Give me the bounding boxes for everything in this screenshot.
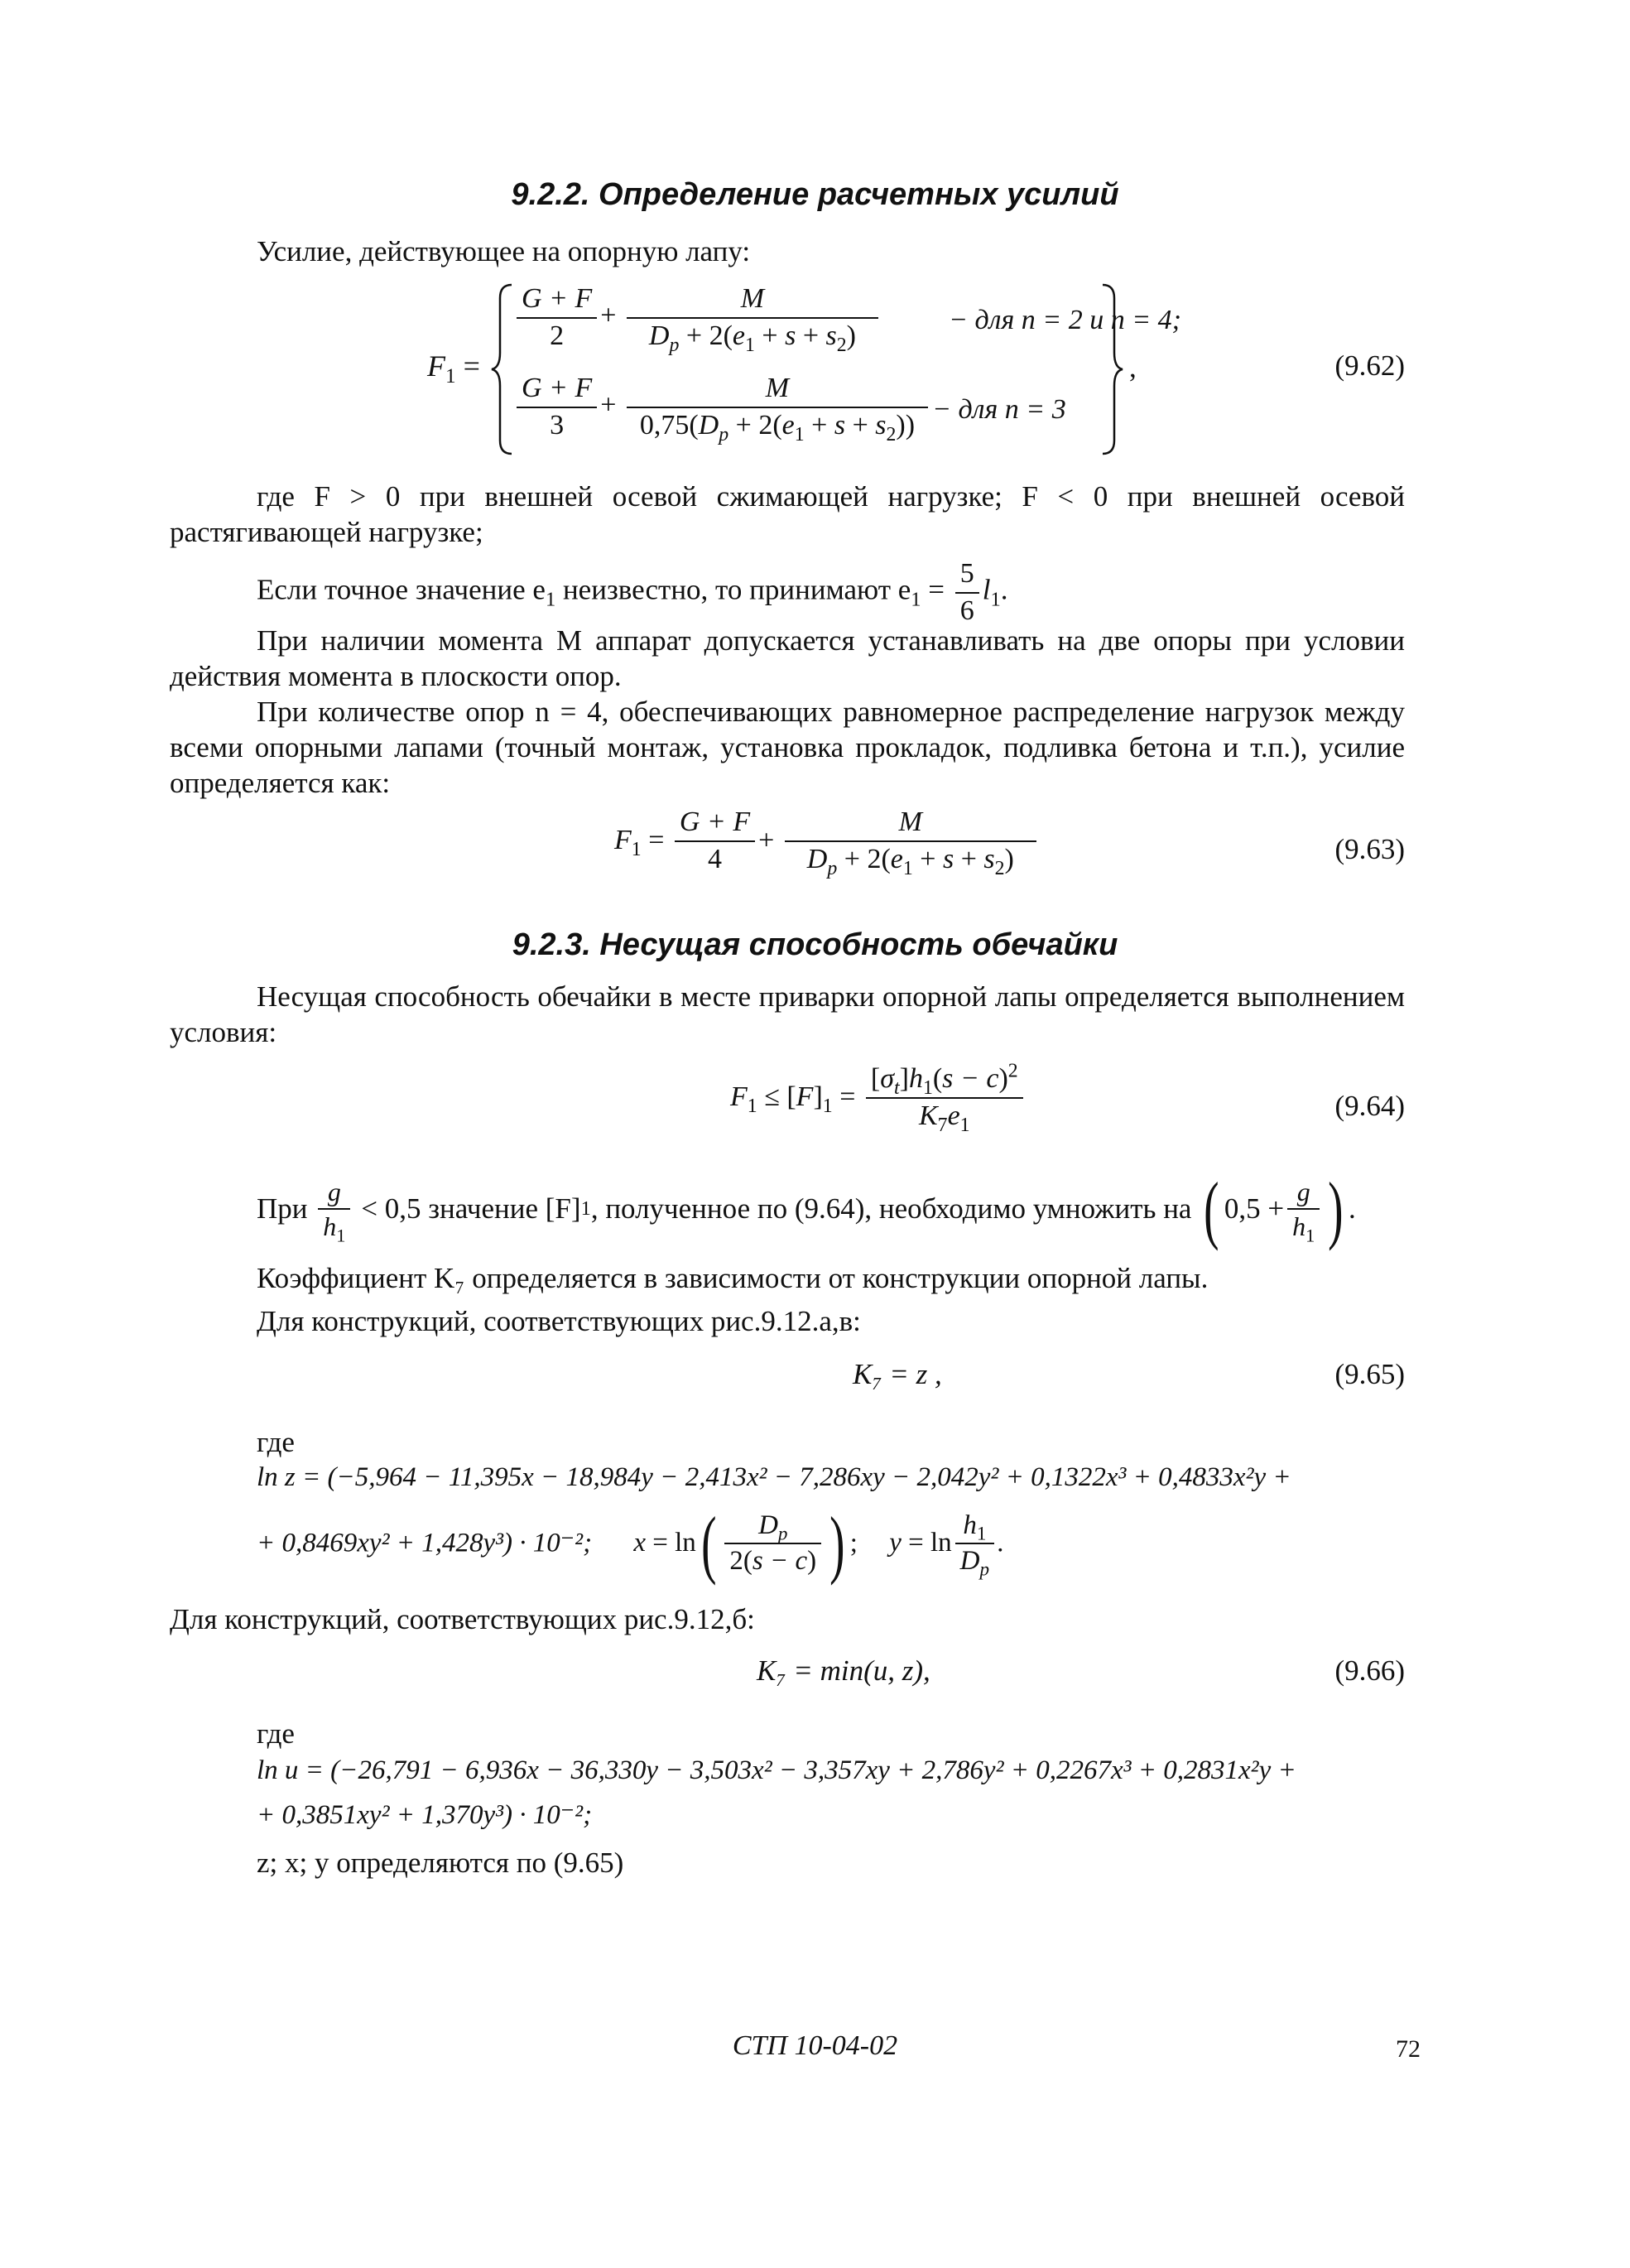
equation-ln-z-line1: ln z = (−5,964 − 11,395x − 18,984y − 2,413x² − 7,286xy − 2,042y² + 0,1322x³ + 0,4833x²y +: [257, 1462, 1291, 1492]
left-brace: [490, 282, 515, 457]
paragraph-zxy-defined: z; x; y определяются по (9.65): [257, 1847, 624, 1879]
case-2: $\frac{G + F}{3}$ + $\frac{M}{0,75(D_p + 2(e_1 + s + s_2))}$: [513, 371, 931, 443]
equation-number-9-65: (9.65): [1334, 1358, 1405, 1390]
paragraph-k7-coefficient: Коэффициент K₇ определяется в зависимости от конструкции опорной лапы.: [257, 1262, 1209, 1294]
paragraph-bearing-capacity: Несущая способность обечайки в месте приварки опорной лапы определяется выполнением условия:: [170, 980, 1405, 1048]
equation-ln-u-line2: + 0,3851xy² + 1,370y³) · 10⁻²;: [257, 1800, 593, 1830]
paragraph-e1-value: Если точное значение $e_1$ неизвестно, то принимают $e_1$ = $\frac{5}{6}$ $l_1$.: [257, 558, 1008, 626]
equation-number-9-63: (9.63): [1334, 833, 1405, 865]
paragraph-constructions-b: Для конструкций, соответствующих рис.9.12,б:: [170, 1603, 755, 1635]
right-brace: [1099, 282, 1124, 457]
case-1: $\frac{G + F}{2}$ + $\frac{M}{D_p + 2(e_1 + s + s_2)}$: [513, 282, 882, 354]
equation-number-9-64: (9.64): [1334, 1090, 1405, 1122]
equation-9-63: $F_1$ = $\frac{G + F}{4}$ + $\frac{M}{D_p + 2(e_1 + s + s_2)}$: [614, 805, 1040, 877]
paragraph-f-sign: где F > 0 при внешней осевой сжимающей нагрузке; F < 0 при внешней осевой растягивающей нагрузке;: [170, 480, 1405, 548]
equation-9-62: $F_1$ = $\frac{G + F}{2}$ + $\frac{M}{D_p + 2(e_1 + s + s_2)}$ − для n = 2 и n = 4; $\frac{G + F}{3}$ + $\frac{M}{0,75(D_p + 2(e_1 + s + s_2))}$ − для n = 3 ,: [427, 282, 1156, 457]
equation-number-9-66: (9.66): [1334, 1654, 1405, 1687]
page-number: 72: [1396, 2035, 1421, 2063]
paragraph-moment: При наличии момента M аппарат допускается устанавливать на две опоры при условии действия момента в плоскости опор.: [170, 624, 1405, 692]
label-where-2: где: [257, 1717, 295, 1750]
section-heading-9-2-2: 9.2.2. Определение расчетных усилий: [511, 177, 1119, 212]
paragraph-four-supports: При количестве опор n = 4, обеспечивающих равномерное распределение нагрузок между всеми опорными лапами (точный монтаж, установка прокладок, подливка бетона и т.п.), усилие определяется как:: [170, 696, 1405, 799]
footer-doc-code: СТП 10-04-02: [732, 2030, 898, 2061]
case-1-condition: − для n = 2 и n = 4;: [949, 305, 1181, 335]
case-2-condition: − для n = 3: [932, 394, 1066, 425]
equation-9-64: $F_1 \le [F]_1$ = $\frac{[\sigma_t]h_1(s - c)^2}{K_7e_1}$: [730, 1062, 1027, 1134]
paragraph-constructions-a-v: Для конструкций, соответствующих рис.9.12.а,в:: [257, 1305, 861, 1337]
label-where-1: где: [257, 1426, 295, 1458]
paragraph-g-h1-condition: При $\frac{g}{h_1}$ < 0,5 значение [F]1, полученное по (9.64), необходимо умножить на ( 0,5 + $\frac{g}{h_1}$ ) .: [257, 1167, 1356, 1251]
equation-9-66: K₇ = min(u, z),: [757, 1654, 930, 1687]
equation-9-65: K₇ = z ,: [853, 1358, 942, 1390]
equation-number-9-62: (9.62): [1334, 349, 1405, 382]
equation-ln-z-line2: + 0,8469xy² + 1,428y³) · 10⁻²; x = ln( $\frac{D_p}{2(s - c)}$ ) ; y = ln $\frac{h_1}{D_p}$ .: [257, 1501, 1005, 1586]
section-heading-9-2-3: 9.2.3. Несущая способность обечайки: [512, 927, 1118, 962]
equation-ln-u-line1: ln u = (−26,791 − 6,936x − 36,330y − 3,503x² − 3,357xy + 2,786y² + 0,2267x³ + 0,2831x²y +: [257, 1755, 1296, 1785]
paragraph-force-intro: Усилие, действующее на опорную лапу:: [257, 235, 751, 267]
